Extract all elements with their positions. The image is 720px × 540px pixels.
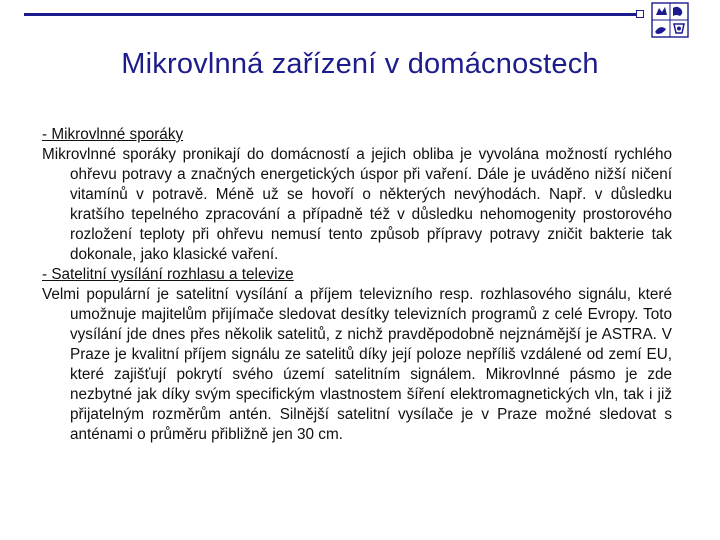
slide-title: Mikrovlnná zařízení v domácnostech: [121, 48, 599, 80]
section-heading-microwave-ovens: - Mikrovlnné sporáky: [42, 126, 184, 143]
section-body-microwave-ovens: Mikrovlnné sporáky pronikají do domácností a jejich obliba je vyvolána možností rychlého ohřevu potravy a značných energetických úspor při vaření. Dále je uváděno nižší ničení vitamínů v potravě. Méně už se hovoří o některých nevýhodách. Např. v důsledku kratšího tepelného zpracování a případně též v důsledku nehomogenity prostorového rozložení teploty při ohřevu nemusí tento způsob přípravy potravy zničit bakterie tak dokonale, jako klasické vaření.: [42, 146, 672, 263]
slide-body: [42, 125, 672, 445]
university-crest-icon: [651, 2, 689, 38]
section-body-satellite-broadcasting: Velmi populární je satelitní vysílání a příjem televizního resp. rozhlasového signálu, které umožnuje majitelům přijímače sledovat desítky televizních programů z celé Evropy. Toto vysílání jde dnes přes několik satelitů, z nichž pravděpodobně nejznámější je ASTRA. V Praze je kvalitní příjem signálu ze satelitů díky její poloze nepříliš vzdálené od zemí EU, které zajišťují pokrytí svého území satelitním signálem. Mikrovlnné pásmo je zde nezbytné jak díky svým specifickým vlastnostem šíření elektromagnetických vln, tak i již přijatelným rozměrům antén. Silnější satelitní vysílače je v Praze možné sledovat s anténami o průměru přibližně jen 30 cm.: [42, 286, 672, 443]
section-heading-satellite-broadcasting: - Satelitní vysílání rozhlasu a televize: [42, 266, 294, 283]
header-rule: [24, 13, 636, 16]
header-rule-endcap: [636, 10, 644, 18]
